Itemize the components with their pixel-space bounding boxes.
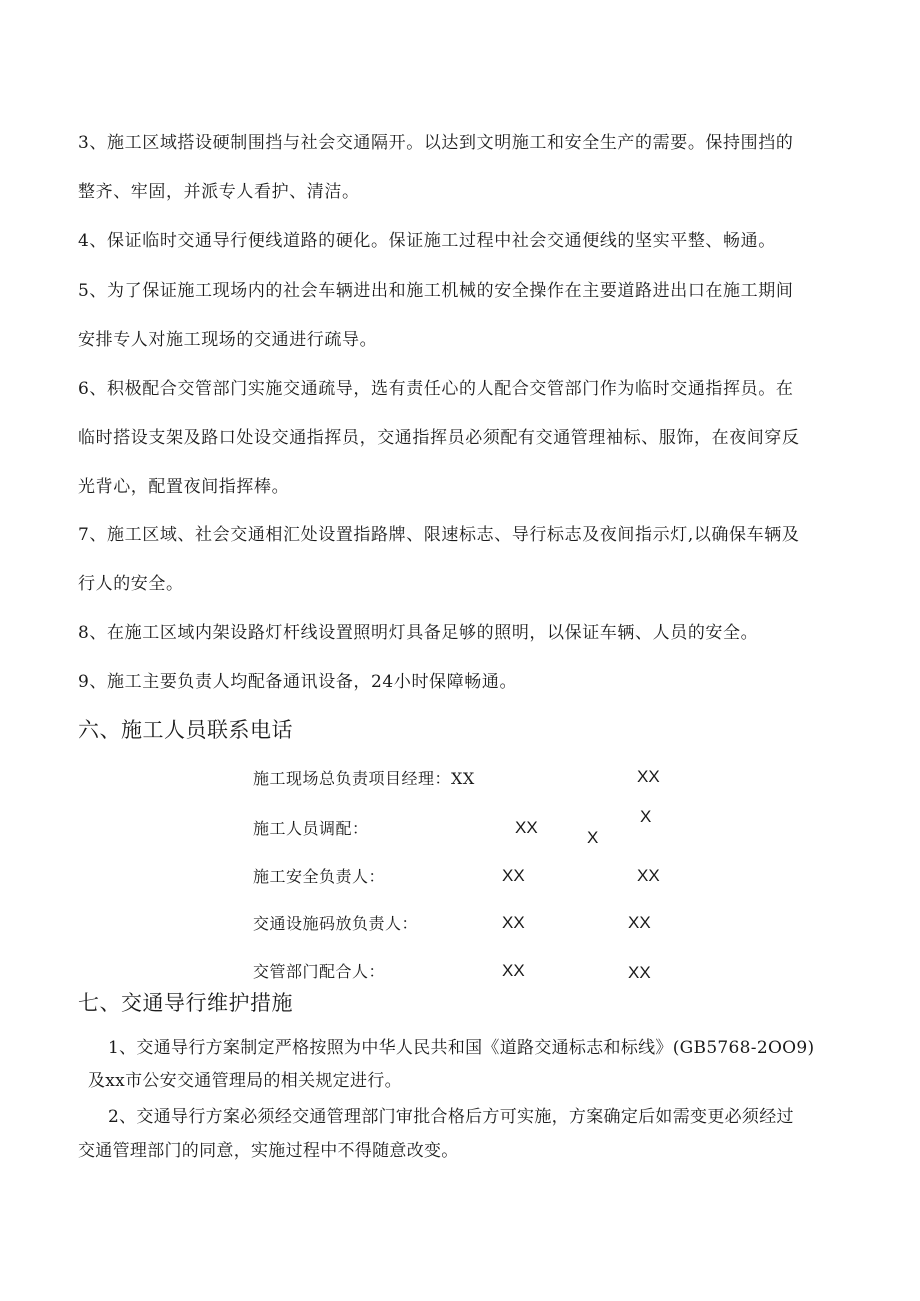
section-6-heading: 六、施工人员联系电话 [78, 718, 293, 742]
section-7-paragraph-2-line-1: 2、交通导行方案必须经交通管理部门审批合格后方可实施，方案确定后如需变更必须经过 [108, 1107, 794, 1127]
measure-item-5-line-2: 安排专人对施工现场的交通进行疏导。 [78, 330, 378, 350]
contact-value: X [587, 828, 599, 847]
contact-value: XX [637, 866, 660, 885]
measure-item-8: 8、在施工区域内架设路灯杆线设置照明灯具备足够的照明，以保证车辆、人员的安全。 [78, 623, 759, 643]
contact-label-traffic-facility-lead: 交通设施码放负责人： [253, 914, 419, 933]
contact-label-staff-allocation: 施工人员调配： [253, 819, 369, 838]
contact-label-safety-lead: 施工安全负责人： [253, 867, 386, 886]
contact-value: X [640, 807, 652, 826]
measure-item-5-line-1: 5、为了保证施工现场内的社会车辆进出和施工机械的安全操作在主要道路进出口在施工期间 [78, 281, 794, 301]
contact-label-traffic-police-liaison: 交管部门配合人： [253, 962, 386, 981]
contact-value: XX [515, 818, 538, 837]
measure-item-3-line-2: 整齐、牢固，并派专人看护、清洁。 [78, 182, 360, 202]
contact-value: XX [502, 913, 525, 932]
contact-label-project-manager: 施工现场总负责项目经理：XX [253, 769, 475, 788]
contact-value: XX [628, 913, 651, 932]
contact-value: XX [628, 963, 651, 982]
section-7-paragraph-1-line-2: 及xx市公安交通管理局的相关规定进行。 [88, 1071, 402, 1091]
contact-value: XX [502, 961, 525, 980]
section-7-heading: 七、交通导行维护措施 [78, 991, 293, 1015]
measure-item-6-line-2: 临时搭设支架及路口处设交通指挥员，交通指挥员必须配有交通管理袖标、服饰，在夜间穿反 [78, 428, 800, 448]
measure-item-4: 4、保证临时交通导行便线道路的硬化。保证施工过程中社会交通便线的坚实平整、畅通。 [78, 231, 776, 251]
measure-item-9: 9、施工主要负责人均配备通讯设备，24小时保障畅通。 [78, 672, 518, 692]
measure-item-6-line-1: 6、积极配合交管部门实施交通疏导，选有责任心的人配合交管部门作为临时交通指挥员。在 [78, 379, 794, 399]
section-7-paragraph-1-line-1: 1、交通导行方案制定严格按照为中华人民共和国《道路交通标志和标线》(GB5768-2OO9) [108, 1038, 815, 1058]
section-7-paragraph-2-line-2: 交通管理部门的同意，实施过程中不得随意改变。 [78, 1141, 459, 1161]
measure-item-3-line-1: 3、施工区域搭设硬制围挡与社会交通隔开。以达到文明施工和安全生产的需要。保持围挡的 [78, 133, 794, 153]
contact-value: XX [637, 767, 660, 786]
measure-item-7-line-2: 行人的安全。 [78, 574, 184, 594]
contact-value: XX [502, 866, 525, 885]
measure-item-6-line-3: 光背心，配置夜间指挥棒。 [78, 477, 290, 497]
measure-item-7-line-1: 7、施工区域、社会交通相汇处设置指路牌、限速标志、导行标志及夜间指示灯,以确保车辆及 [78, 525, 800, 545]
